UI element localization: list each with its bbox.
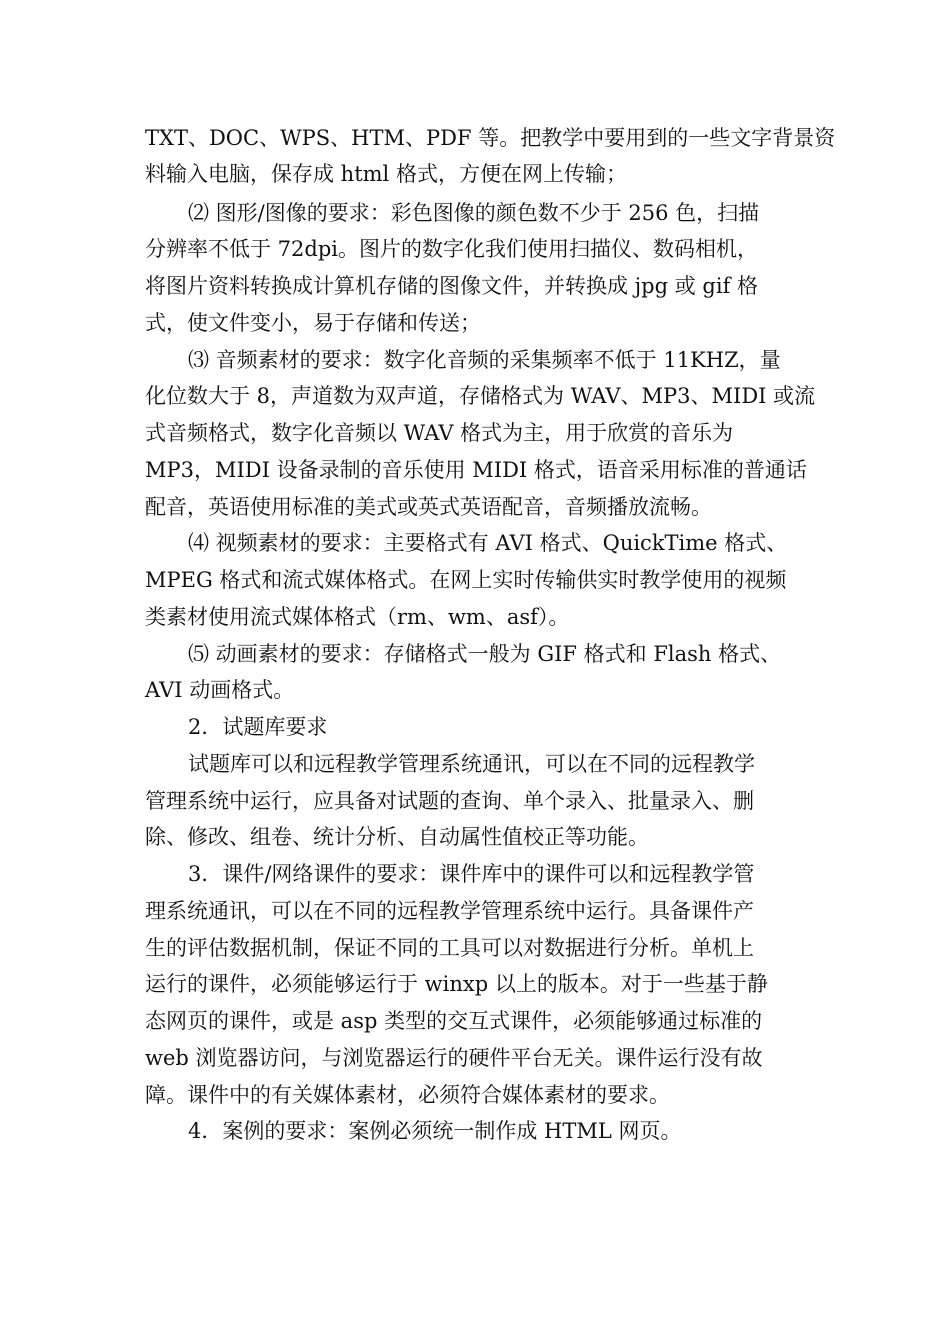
- text-line: 分辨率不低于 72dpi。图片的数字化我们使用扫描仪、数码相机，: [145, 237, 758, 261]
- text-line: 式，使文件变小，易于存储和传送；: [145, 311, 481, 335]
- text-line: 运行的课件，必须能够运行于 winxp 以上的版本。对于一些基于静: [145, 972, 768, 996]
- text-line: 试题库可以和远程教学管理系统通讯，可以在不同的远程教学: [188, 752, 755, 776]
- text-line: 管理系统中运行，应具备对试题的查询、单个录入、批量录入、删: [145, 789, 754, 813]
- text-line: 3．课件/网络课件的要求：课件库中的课件可以和远程教学管: [188, 862, 755, 886]
- text-line: ⑶ 音频素材的要求：数字化音频的采集频率不低于 11KHZ，量: [188, 348, 781, 372]
- text-line: MP3，MIDI 设备录制的音乐使用 MIDI 格式，语音采用标准的普通话: [145, 458, 807, 482]
- text-line: MPEG 格式和流式媒体格式。在网上实时传输供实时教学使用的视频: [145, 568, 787, 592]
- text-line: 类素材使用流式媒体格式（rm、wm、asf）。: [145, 605, 570, 629]
- text-line: 式音频格式，数字化音频以 WAV 格式为主，用于欣赏的音乐为: [145, 421, 734, 445]
- text-line: 将图片资料转换成计算机存储的图像文件，并转换成 jpg 或 gif 格: [145, 274, 759, 298]
- text-line: 态网页的课件，或是 asp 类型的交互式课件，必须能够通过标准的: [145, 1009, 763, 1033]
- text-line: 除、修改、组卷、统计分析、自动属性值校正等功能。: [145, 825, 649, 849]
- text-line: 生的评估数据机制，保证不同的工具可以对数据进行分析。单机上: [145, 936, 754, 960]
- text-line: 理系统通讯，可以在不同的远程教学管理系统中运行。具备课件产: [145, 899, 754, 923]
- text-line: web 浏览器访问，与浏览器运行的硬件平台无关。课件运行没有故: [145, 1046, 763, 1070]
- text-line: 4．案例的要求：案例必须统一制作成 HTML 网页。: [188, 1119, 682, 1143]
- text-line: TXT、DOC、WPS、HTM、PDF 等。把教学中要用到的一些文字背景资: [145, 126, 836, 150]
- text-line: 配音，英语使用标准的美式或英式英语配音，音频播放流畅。: [145, 495, 712, 519]
- text-line: ⑸ 动画素材的要求：存储格式一般为 GIF 格式和 Flash 格式、: [188, 642, 782, 666]
- section-heading: 2．试题库要求: [188, 715, 328, 739]
- text-line: ⑵ 图形/图像的要求：彩色图像的颜色数不少于 256 色，扫描: [188, 201, 760, 225]
- text-line: ⑷ 视频素材的要求：主要格式有 AVI 格式、QuickTime 格式、: [188, 531, 788, 555]
- text-line: AVI 动画格式。: [145, 678, 295, 702]
- text-line: 障。课件中的有关媒体素材，必须符合媒体素材的要求。: [145, 1083, 670, 1107]
- text-line: 化位数大于 8，声道数为双声道，存储格式为 WAV、MP3、MIDI 或流: [145, 384, 816, 408]
- text-line: 料输入电脑，保存成 html 格式，方便在网上传输；: [145, 162, 627, 186]
